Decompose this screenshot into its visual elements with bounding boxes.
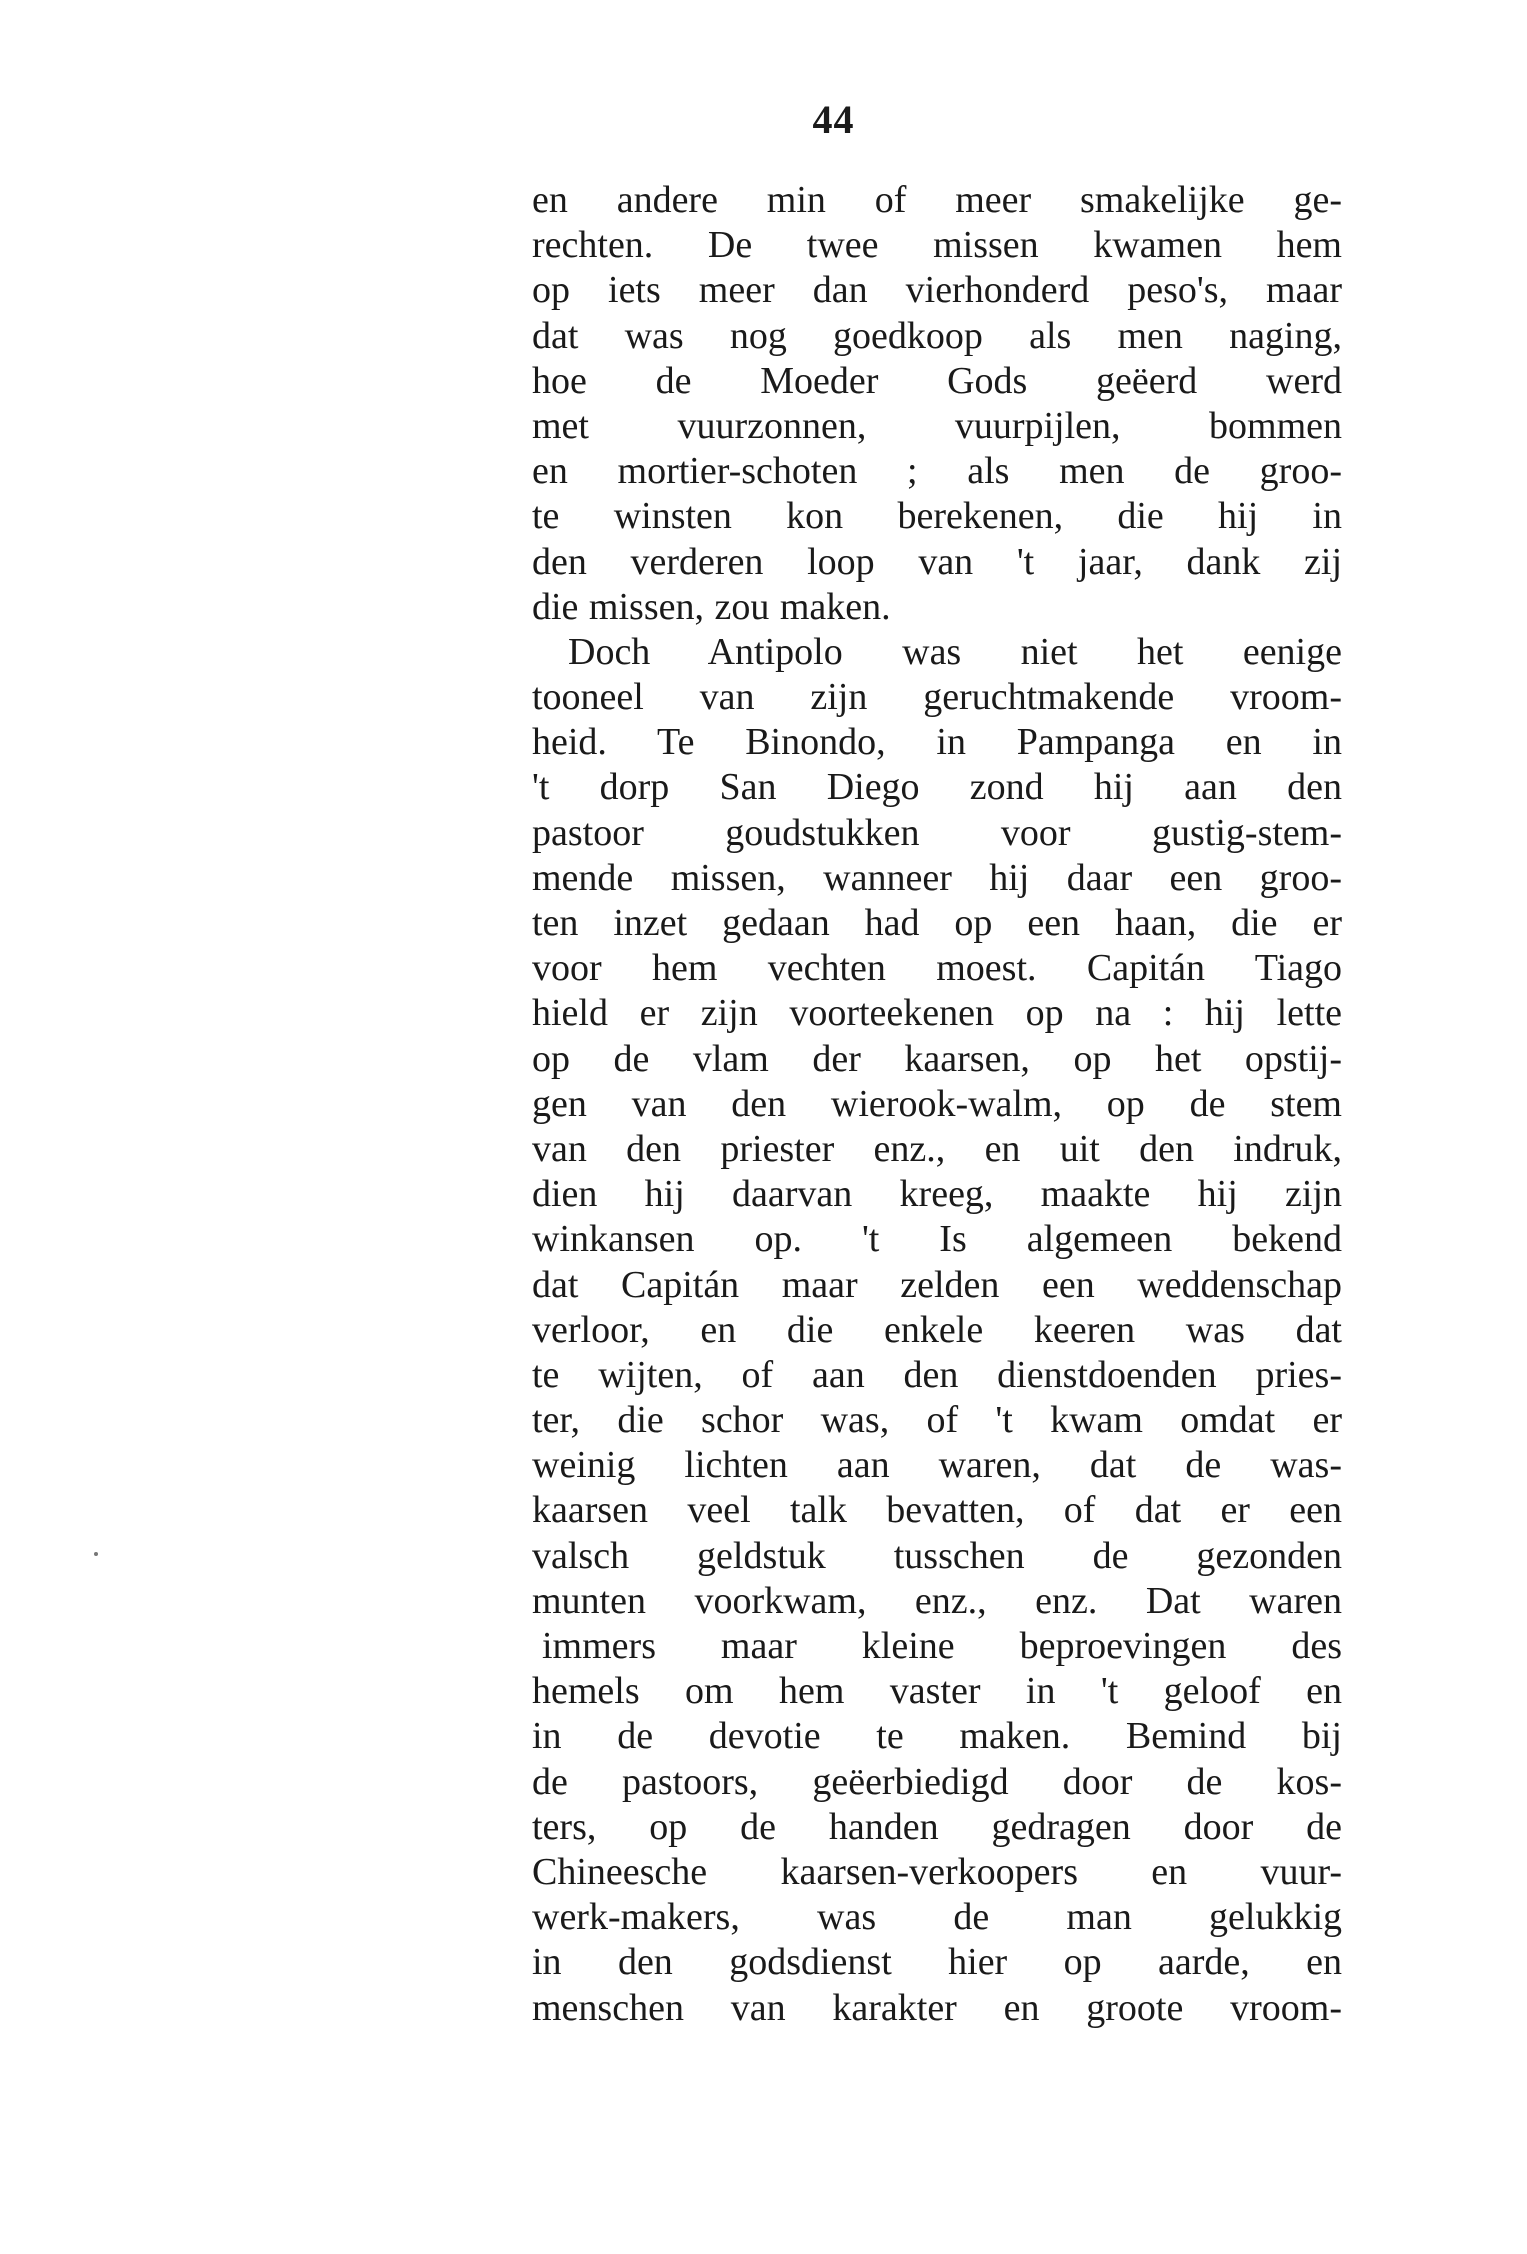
paragraph-end-line: die missen, zou maken. [532,585,891,628]
text-line: menschen van karakter en groote vroom- [532,1986,1342,2029]
text-line: hoe de Moeder Gods geëerd werd [532,359,1342,402]
scan-speck [94,1552,98,1556]
text-line: Chineesche kaarsen-verkoopers en vuur- [532,1850,1342,1893]
text-line: munten voorkwam, enz., enz. Dat waren [532,1579,1342,1622]
text-line: op iets meer dan vierhonderd peso's, maar [532,269,1342,312]
text-line: dat Capitán maar zelden een weddenschap [532,1263,1342,1306]
text-line: ten inzet gedaan had op een haan, die er [532,902,1342,944]
text-line: 't dorp San Diego zond hij aan den [532,766,1342,809]
text-line: mende missen, wanneer hij daar een groo- [532,856,1342,899]
text-line: hemels om hem vaster in 't geloof en [532,1670,1342,1713]
text-line: hield er zijn voorteekenen op na : hij lette [532,992,1342,1035]
text-line: rechten. De twee missen kwamen hem [532,224,1342,267]
paragraph-start-line: Doch Antipolo was niet het eenige [568,630,1342,673]
text-line: pastoor goudstukken voor gustig-stem- [532,811,1342,854]
text-line: ters, op de handen gedragen door de [532,1805,1342,1848]
text-line: en andere min of meer smakelijke ge- [532,179,1342,221]
text-line: en mortier-schoten ; als men de groo- [532,450,1342,493]
text-line: te wijten, of aan den dienstdoenden pries- [532,1353,1342,1396]
text-line: dien hij daarvan kreeg, maakte hij zijn [532,1173,1342,1216]
text-line: tooneel van zijn geruchtmakende vroom- [532,676,1342,719]
page-number: 44 [812,97,855,142]
text-line: verloor, en die enkele keeren was dat [532,1308,1342,1351]
text-line: weinig lichten aan waren, dat de was- [532,1444,1342,1487]
text-line: de pastoors, geëerbiedigd door de kos- [532,1760,1342,1803]
text-line: voor hem vechten moest. Capitán Tiago [532,947,1342,990]
text-line: ter, die schor was, of 't kwam omdat er [532,1399,1342,1442]
text-line: dat was nog goedkoop als men naging, [532,314,1342,357]
text-line: valsch geldstuk tusschen de gezonden [532,1534,1342,1577]
text-line: heid. Te Binondo, in Pampanga en in [532,721,1342,764]
text-line: werk-makers, was de man gelukkig [532,1896,1342,1939]
text-line: in den godsdienst hier op aarde, en [532,1941,1342,1984]
text-line: den verderen loop van 't jaar, dank zij [532,540,1342,583]
text-line: in de devotie te maken. Bemind bij [532,1715,1342,1758]
text-line: van den priester enz., en uit den indruk, [532,1127,1342,1170]
text-line: winkansen op. 't Is algemeen bekend [532,1218,1342,1261]
text-line: gen van den wierook-walm, op de stem [532,1082,1342,1125]
body-text [532,178,1342,2031]
text-line: met vuurzonnen, vuurpijlen, bommen [532,404,1342,447]
text-line: op de vlam der kaarsen, op het opstij- [532,1037,1342,1080]
text-line: kaarsen veel talk bevatten, of dat er een [532,1489,1342,1532]
text-line: immers maar kleine beproevingen des [542,1625,1342,1667]
text-line: te winsten kon berekenen, die hij in [532,495,1342,538]
